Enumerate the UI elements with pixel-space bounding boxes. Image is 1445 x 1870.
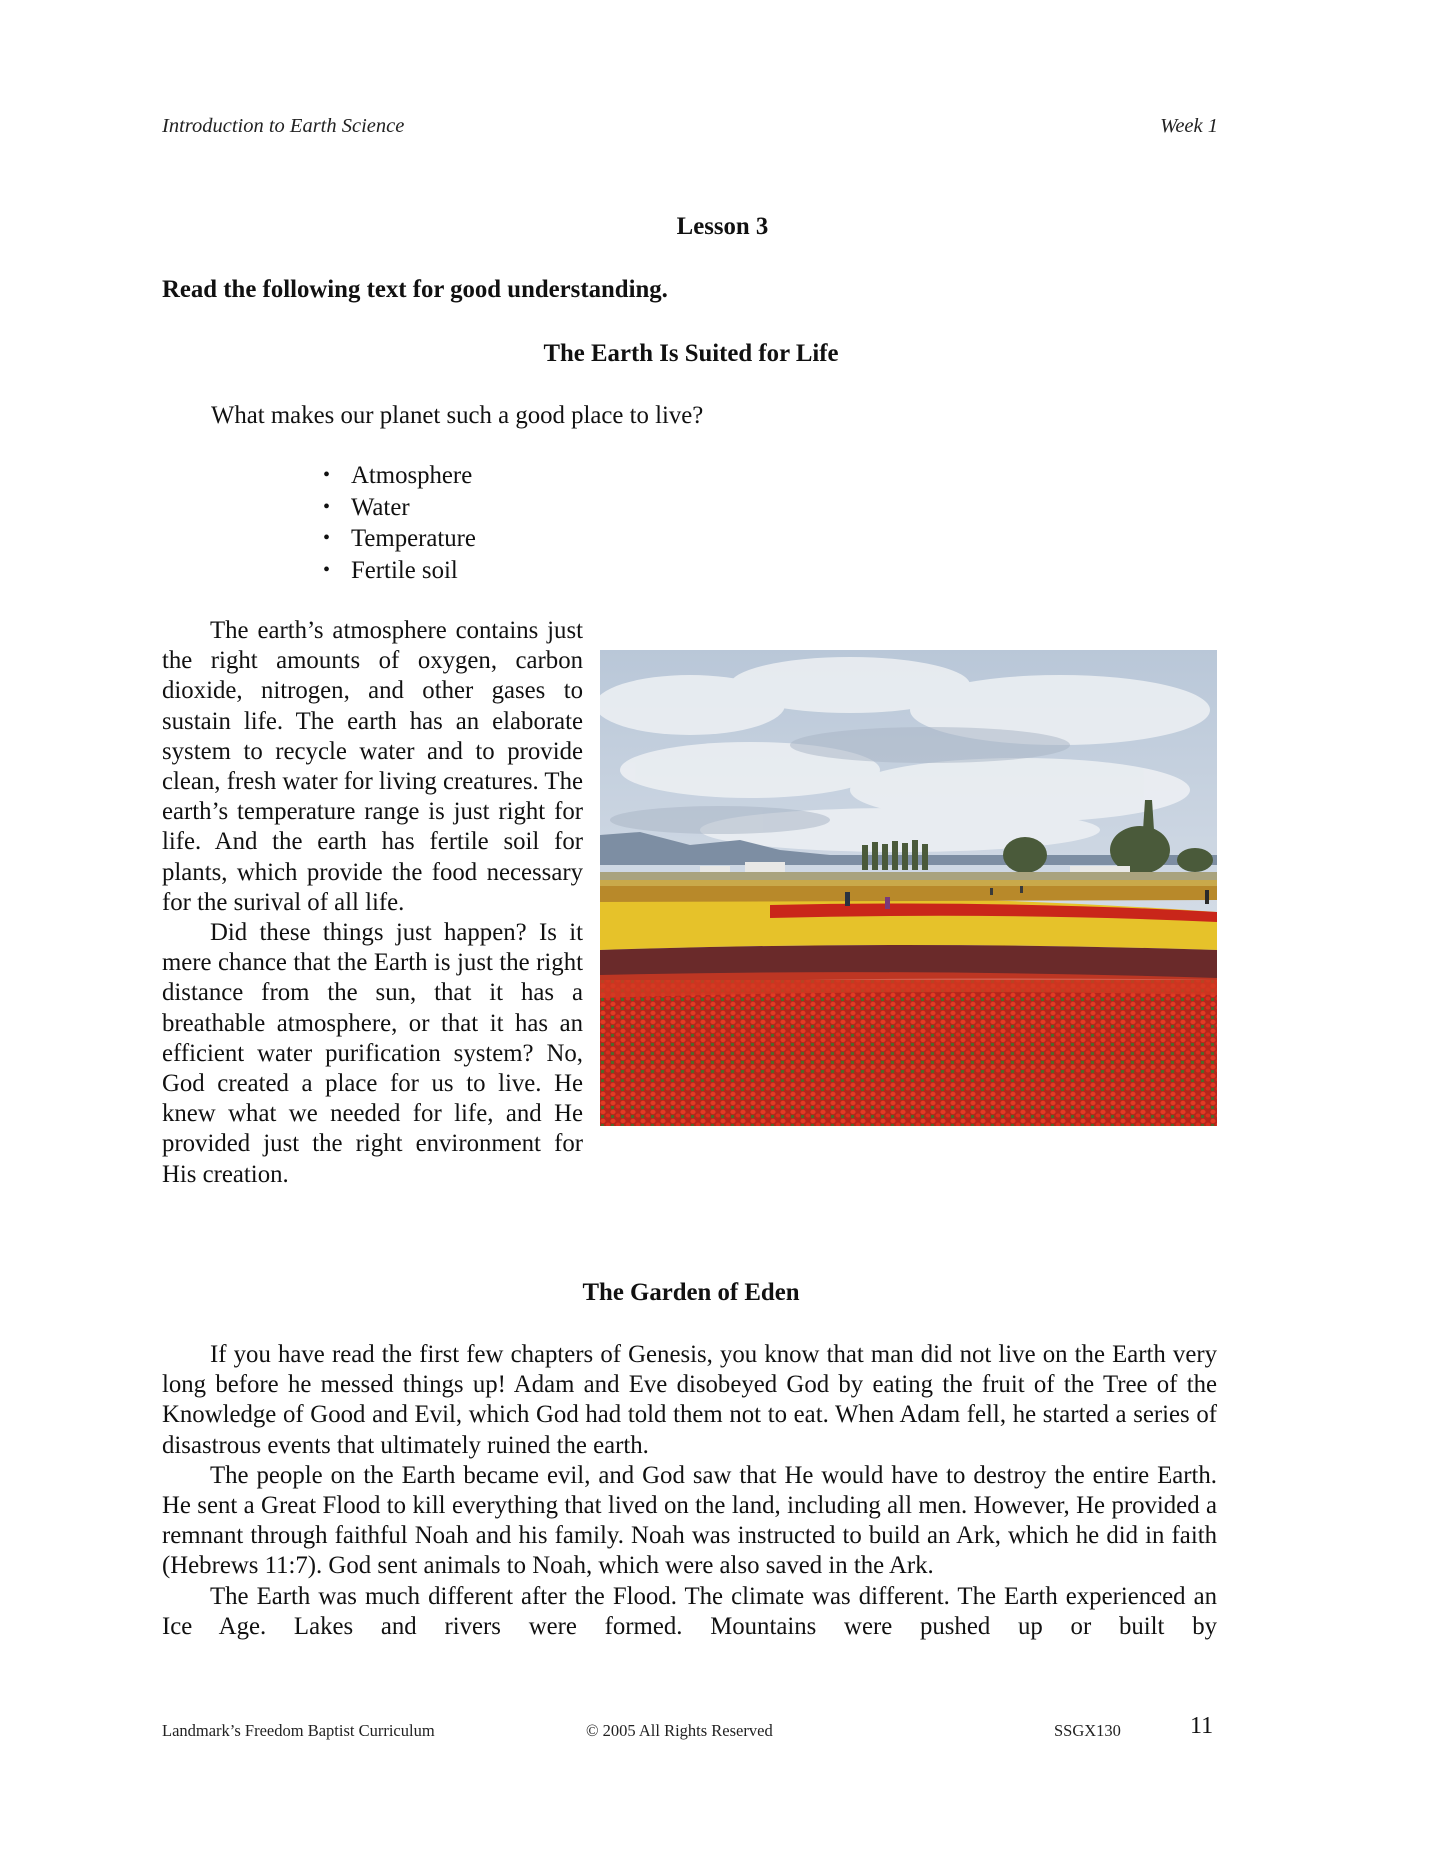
intro-question: What makes our planet such a good place to live? [211,402,704,429]
paragraph-creation: Did these things just happen? Is it mere chance that the Earth is just the right distance from the sun, that it has a breathable atmosphere, or that it has an efficient water purification system? No, God created a place for us to live. He knew what we needed for life, and He provided just the right environment for His creation. [162,919,583,1188]
footer-copyright: © 2005 All Rights Reserved [586,1721,773,1740]
running-header-title: Introduction to Earth Science [162,115,405,137]
list-item: • Atmosphere [323,460,476,492]
lesson-title: Lesson 3 [676,213,769,240]
page-number: 11 [1190,1713,1214,1739]
tulip-field-photo [600,650,1217,1126]
life-factors-list [323,460,476,586]
garden-of-eden-text [162,1340,1217,1642]
list-item: • Fertile soil [323,555,476,587]
section-heading-garden-of-eden: The Garden of Eden [582,1279,800,1306]
paragraph-after-flood: The Earth was much different after the Flood. The climate was different. The Earth experienced an Ice Age. Lakes and rivers were formed. Mountains were pushed up or built by [162,1582,1217,1640]
reading-instruction: Read the following text for good understanding. [162,276,668,303]
paragraph-genesis: If you have read the first few chapters of Genesis, you know that man did not live on the Earth very long before he messed things up! Adam and Eve disobeyed God by eating the fruit of the Tree of the Knowledge of Good and Evil, which God had told them not to eat. When Adam fell, he started a series of disastrous events that ultimately ruined the earth. [162,1341,1217,1459]
footer-code: SSGX130 [1054,1721,1121,1740]
list-item: • Temperature [323,523,476,555]
section-heading-earth-suited: The Earth Is Suited for Life [543,340,839,367]
running-header-week: Week 1 [1160,115,1218,137]
paragraph-flood: The people on the Earth became evil, and God saw that He would have to destroy the entire Earth. He sent a Great Flood to kill everything that lived on the land, including all men. However, He provided a remnant through faithful Noah and his family. Noah was instructed to build an Ark, which he did in faith (Hebrews 11:7). God sent animals to Noah, which were also saved in the Ark. [162,1461,1217,1580]
list-item: • Water [323,492,476,524]
paragraph-atmosphere: The earth’s atmosphere contains just the right amounts of oxygen, carbon dioxide, nitrogen, and other gases to sustain life. The earth has an elaborate system to recycle water and to provide clean, fresh water for living creatures. The earth’s temperature range is just right for life. And the earth has fertile soil for plants, which provide the food necessary for the surival of all life. [162,617,583,916]
red-tulip-field [600,980,1217,1126]
earth-suited-text-column [162,616,583,1190]
footer-publisher: Landmark’s Freedom Baptist Curriculum [162,1721,435,1740]
